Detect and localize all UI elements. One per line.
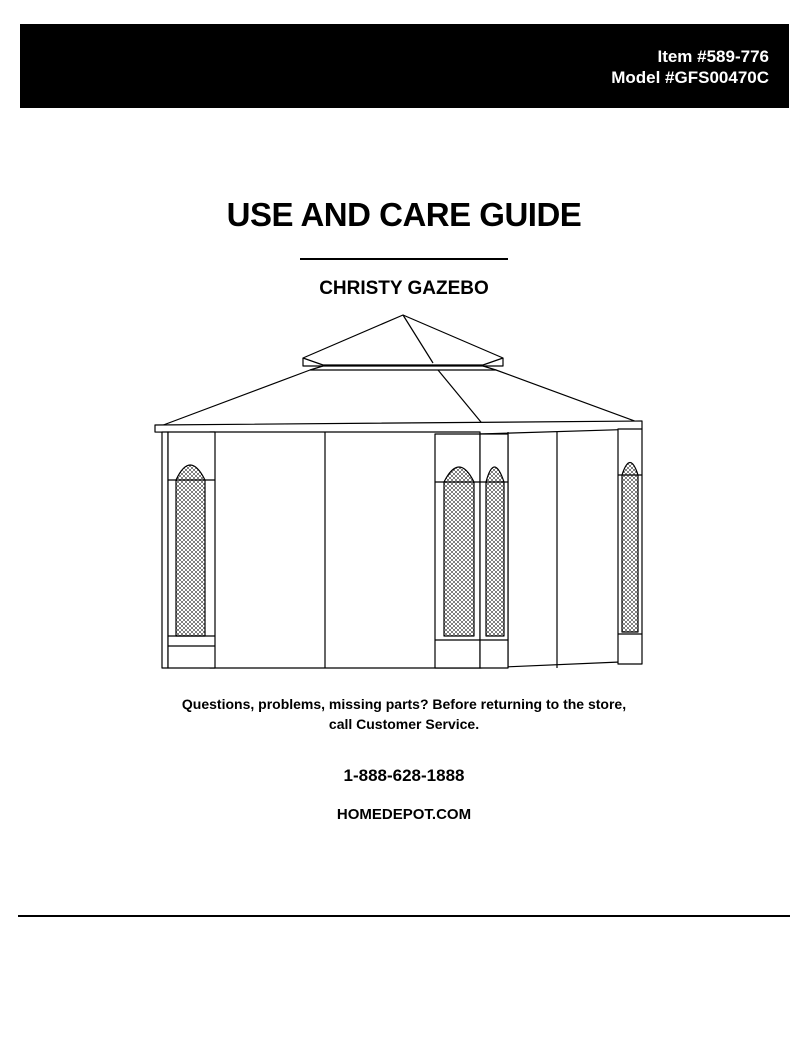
- gazebo-illustration: [150, 310, 660, 675]
- footer-divider: [18, 915, 790, 917]
- support-question-line-1: Questions, problems, missing parts? Before returning to the store,: [181, 696, 627, 712]
- title-divider: [300, 258, 508, 260]
- item-number: Item #589-776: [657, 47, 769, 66]
- support-question-line-2: call Customer Service.: [328, 716, 480, 732]
- header-banner: [20, 24, 789, 108]
- product-name: CHRISTY GAZEBO: [319, 278, 489, 299]
- document-title: USE AND CARE GUIDE: [226, 196, 582, 233]
- website-link[interactable]: HOMEDEPOT.COM: [336, 806, 472, 823]
- model-number: Model #GFS00470C: [611, 68, 769, 87]
- support-question: [0, 694, 808, 734]
- customer-service-phone[interactable]: 1-888-628-1888: [343, 766, 465, 785]
